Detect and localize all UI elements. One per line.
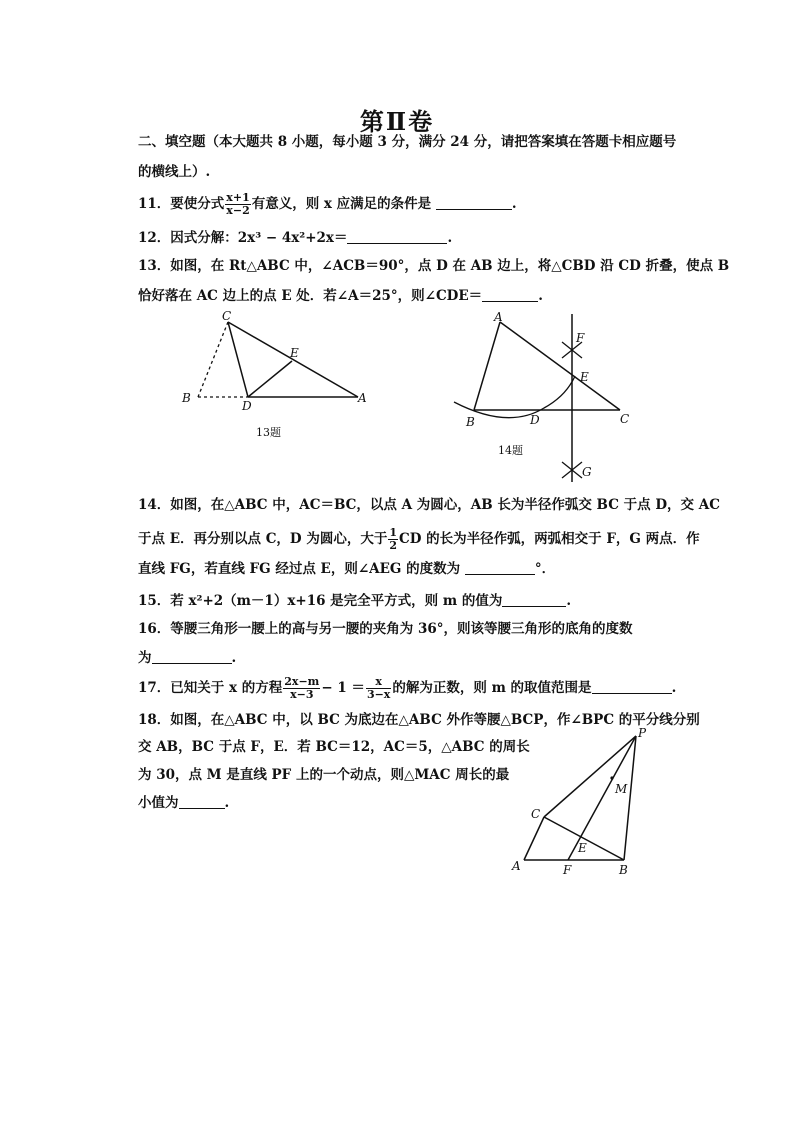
question-16-line1: 16．等腰三角形一腰上的高与另一腰的夹角为 36°，则该等腰三角形的底角的度数 — [138, 621, 633, 637]
q17-den2: 3−x — [366, 688, 391, 701]
q16-text: 为 — [138, 650, 152, 666]
q11-den: x−2 — [226, 204, 250, 217]
question-14-line2 — [138, 527, 700, 552]
fig18-label-b: B — [619, 863, 628, 877]
fig13-label-b: B — [182, 391, 191, 405]
fig13-line-de — [248, 361, 292, 397]
q17-num1: 2x−m — [284, 675, 320, 688]
q16-end: . — [231, 650, 237, 666]
fig14-label-c: C — [620, 412, 630, 426]
fig14-label-e: E — [580, 370, 589, 384]
fig18-label-e: E — [578, 841, 587, 855]
q13-answer-blank[interactable] — [482, 287, 538, 302]
fig14-arc-bde — [454, 376, 575, 418]
q11-answer-blank[interactable] — [436, 195, 512, 210]
q16-answer-blank[interactable] — [152, 649, 232, 664]
question-13-line2 — [138, 287, 543, 305]
q17-num2: x — [366, 676, 391, 689]
q17-den1: x−3 — [290, 688, 314, 701]
q18-end: . — [224, 795, 230, 811]
question-18-line3: 为 30，点 M 是直线 PF 上的一个动点，则△MAC 周长的最 — [138, 767, 510, 783]
q14-post: CD 的长为半径作弧，两弧相交于 F，G 两点．作 — [399, 531, 700, 547]
fig14-label-g: G — [582, 465, 592, 479]
section-heading: 二、填空题（本大题共 8 小题，每小题 3 分，满分 24 分，请把答案填在答题卡相应题号 — [138, 134, 677, 150]
page-title: 第Ⅱ卷 — [359, 107, 435, 136]
fig18-line-cp — [544, 736, 636, 817]
q11-post: 有意义，则 x 应满足的条件是 — [251, 196, 432, 212]
fig14-label-b: B — [466, 415, 475, 429]
question-15 — [138, 592, 571, 610]
q17-fraction-2 — [366, 676, 391, 701]
question-14-line1: 14．如图，在△ABC 中，AC＝BC，以点 A 为圆心，AB 长为半径作弧交 BC 于点 D，交 AC — [138, 497, 720, 513]
q11-fraction — [225, 192, 250, 217]
q17-end: . — [671, 680, 677, 696]
question-18-line1: 18．如图，在△ABC 中，以 BC 为底边在△ABC 外作等腰△BCP，作∠BPC 的平分线分别 — [138, 712, 700, 728]
q17-answer-blank[interactable] — [592, 679, 672, 694]
q15-text: 15．若 x²+2（m－1）x+16 是完全平方式，则 m 的值为 — [138, 593, 503, 609]
fig13-line-cd — [228, 322, 248, 397]
section-heading-cont: 的横线上）. — [138, 164, 211, 180]
q11-num: x+1 — [226, 191, 250, 204]
q14-answer-blank[interactable] — [465, 560, 535, 575]
question-16-line2 — [138, 649, 236, 667]
fig18-point-m — [610, 776, 613, 779]
fig13-label-e: E — [290, 346, 299, 360]
q14-end: °． — [534, 561, 556, 577]
q17-fraction-1 — [283, 676, 320, 701]
fig14-label-f: F — [576, 331, 585, 345]
q11-end: . — [511, 196, 517, 212]
fig18-label-m: M — [615, 782, 628, 796]
figure-14 — [448, 306, 648, 486]
fig14-caption: 14题 — [498, 444, 523, 457]
q12-end: . — [447, 230, 453, 246]
q18-answer-blank[interactable] — [179, 794, 225, 809]
q14-num: 1 — [389, 526, 397, 539]
q18-text: 小值为 — [138, 795, 179, 811]
q15-answer-blank[interactable] — [502, 592, 566, 607]
q14-text: 直线 FG，若直线 FG 经过点 E，则∠AEG 的度数为 — [138, 561, 461, 577]
fig18-label-a: A — [512, 859, 521, 873]
q12-text: 12．因式分解：2x³ − 4x²+2x＝ — [138, 230, 348, 246]
question-17 — [138, 676, 676, 701]
q15-end: . — [566, 593, 572, 609]
q13-text: 恰好落在 AC 边上的点 E 处．若∠A＝25°，则∠CDE＝ — [138, 288, 483, 304]
q14-pre: 于点 E．再分别以点 C，D 为圆心，大于 — [138, 531, 388, 547]
question-12 — [138, 229, 452, 247]
fig18-label-c: C — [531, 807, 541, 821]
question-18-line2: 交 AB，BC 于点 F，E．若 BC＝12，AC＝5，△ABC 的周长 — [138, 739, 530, 755]
question-13-line1: 13．如图，在 Rt△ABC 中，∠ACB＝90°，点 D 在 AB 边上，将△CBD 沿 CD 折叠，使点 B — [138, 258, 730, 274]
fig14-label-d: D — [530, 413, 540, 427]
figure-13 — [176, 308, 376, 443]
q17-post: 的解为正数，则 m 的取值范围是 — [392, 680, 592, 696]
question-11 — [138, 192, 517, 217]
fig13-caption: 13题 — [256, 426, 281, 439]
fig13-label-c: C — [222, 309, 232, 323]
fig13-dashed-cb — [198, 322, 228, 397]
fig13-label-d: D — [242, 399, 252, 413]
q17-pre: 17．已知关于 x 的方程 — [138, 680, 283, 696]
fig18-label-p: P — [638, 727, 647, 740]
q14-den: 2 — [389, 539, 397, 552]
fig13-label-a: A — [358, 391, 367, 405]
q17-mid: − 1 ＝ — [321, 680, 365, 696]
fig14-line-ab — [474, 322, 500, 410]
figure-18 — [508, 727, 658, 877]
q13-end: . — [538, 288, 543, 304]
fig18-label-f: F — [563, 863, 572, 877]
q11-pre: 11．要使分式 — [138, 196, 225, 212]
q12-answer-blank[interactable] — [347, 229, 447, 244]
fig14-label-a: A — [494, 310, 503, 324]
question-14-line3 — [138, 560, 555, 578]
fig18-line-ac — [524, 817, 544, 860]
q14-fraction — [388, 527, 398, 552]
question-18-line4 — [138, 794, 229, 812]
